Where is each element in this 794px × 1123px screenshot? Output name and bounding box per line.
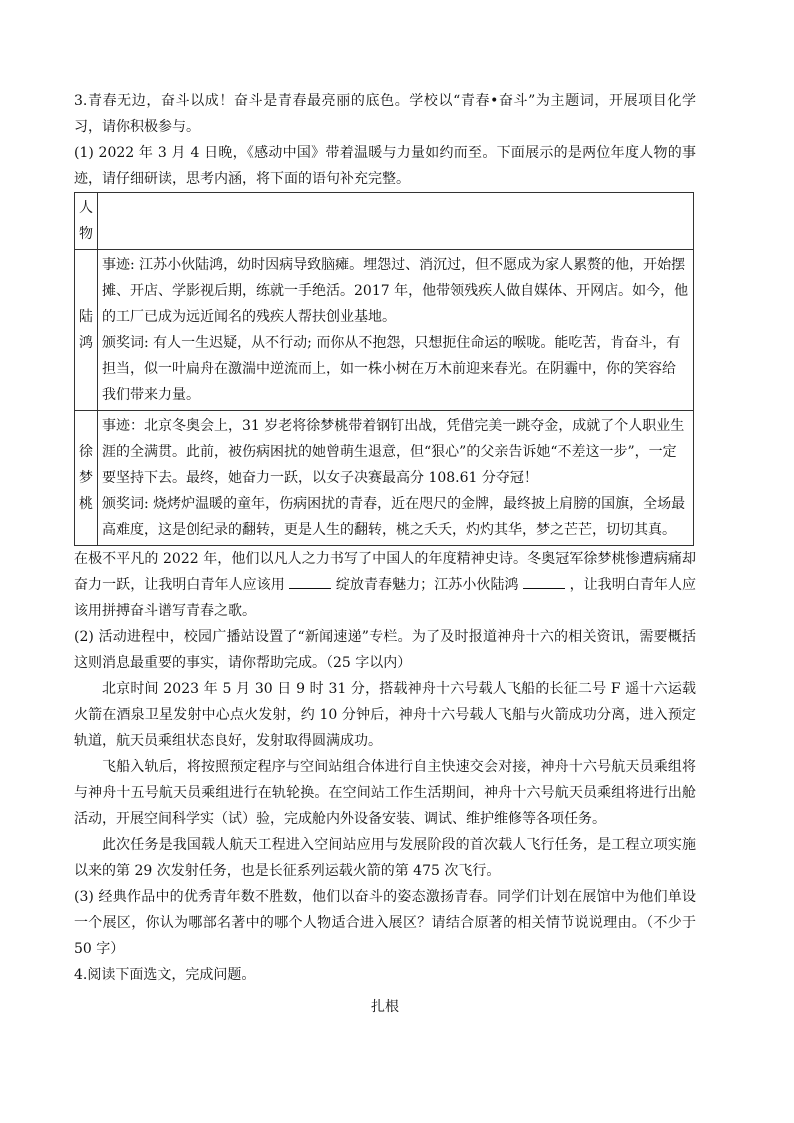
answer-blank-2[interactable] [523,574,565,589]
table-header-row [75,193,694,250]
award-text: 颁奖词: 有人一生迟疑，从不行动; 而你从不抱怨，只想扼住命运的喉咙。能吃苦，肯奋斗，有担当，似一叶扁舟在激湍中逆流而上，如一株小树在万木前迎来春光。在阴霾中，你的笑容给我们带来力量。 [102,335,681,403]
q4-intro: 4.阅读下面选文，完成问题。 [74,967,256,983]
news-paragraph-2: 飞船入轨后，将按照预定程序与空间站组合体进行自主快速交会对接，神舟十六号航天员乘组将与神舟十五号航天员乘组进行在轨轮换。在空间站工作生活期间，神舟十六号航天员乘组将进行出舱活动，开展空间科学实（试）验，完成舱内外设备安装、调试、维护维修等各项任务。 [74,759,696,827]
news-paragraph-3: 此次任务是我国载人航天工程进入空间站应用与发展阶段的首次载人飞行任务，是工程立项实施以来的第 29 次发射任务，也是长征系列运载火箭的第 475 次飞行。 [74,837,696,879]
q3-sub1-prompt: (1) 2022 年 3 月 4 日晚，《感动中国》带着温暖与力量如约而至。下面展示的是两位年度人物的事迹，请仔细研读，思考内涵，将下面的语句补充完整。 [74,145,696,187]
answer-blank-1[interactable] [289,574,331,589]
fill-in-sentence: 在极不平凡的 2022 年，他们以凡人之力书写了中国人的年度精神史诗。冬奥冠军徐梦桃惨遭病痛却奋力一跃，让我明白青年人应该用 绽放青春魅力；江苏小伙陆鸿 ，让我明白青年人应该用拼搏奋斗谱写青春之歌。 [74,551,697,619]
person-content-luhong [98,250,694,411]
table-row [75,250,694,411]
person-content-xumengtao [98,411,694,546]
person-name-xumengtao: 徐 梦 桃 [75,411,98,546]
deeds-text: 事迹: 江苏小伙陆鸿，幼时因病导致脑瘫。埋怨过、消沉过，但不愿成为家人累赘的他，开始摆摊、开店、学影视后期，练就一手绝活。2017 年，他带领残疾人做自媒体、开网店。如今，他的工厂已成为远近闻名的残疾人帮扶创业基地。 [102,257,689,325]
deeds-text: 事迹：北京冬奥会上，31 岁老将徐梦桃带着钢钉出战，凭借完美一跳夺金，成就了个人职业生涯的全满贯。此前，被伤病困扰的她曾萌生退意，但“狠心”的父亲告诉她“不差这一步”，一定要坚持下去。最终，她奋力一跃，以女子决赛最高分 108.61 分夺冠！ [102,418,685,486]
news-paragraph-1: 北京时间 2023 年 5 月 30 日 9 时 31 分，搭载神舟十六号载人飞船的长征二号 F 遥十六运载火箭在酒泉卫星发射中心点火发射，约 10 分钟后，神舟十六号载人飞船与火箭成功分离，进入预定轨道，航天员乘组状态良好，发射取得圆满成功。 [74,681,696,749]
persons-table [74,192,694,546]
passage-title: 扎根 [371,999,399,1015]
q3-intro: 3.青春无边，奋斗以成！奋斗是青春最亮丽的底色。学校以“青春•奋斗”为主题词，开展项目化学习，请你积极参与。 [74,93,696,135]
header-cell: 人 物 [75,193,98,250]
table-row [75,411,694,546]
person-name-luhong: 陆 鸿 [75,250,98,411]
q3-sub2-prompt: (2) 活动进程中，校园广播站设置了“新闻速递”专栏。为了及时报道神舟十六的相关资讯，需要概括这则消息最重要的事实，请你帮助完成。（25 字以内） [74,629,696,671]
q3-sub3-prompt: (3) 经典作品中的优秀青年数不胜数，他们以奋斗的姿态激扬青春。同学们计划在展馆中为他们单设一个展区，你认为哪部名著中的哪个人物适合进入展区？请结合原著的相关情节说说理由。（不少于 50 字） [74,889,696,957]
header-empty-cell [98,193,694,250]
award-text: 颁奖词: 烧烤炉温暖的童年，伤病困扰的青春，近在咫尺的金牌，最终披上肩膀的国旗，全场最高难度，这是创纪录的翻转，更是人生的翻转，桃之夭夭，灼灼其华，梦之芒芒，切切其真。 [102,496,686,538]
document-page [74,88,696,1020]
